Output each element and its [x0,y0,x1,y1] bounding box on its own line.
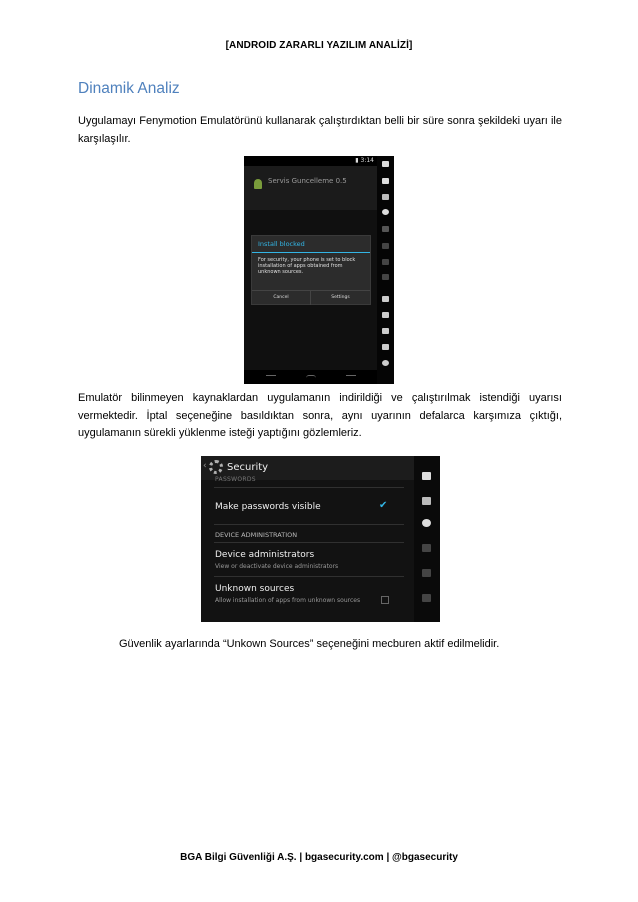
divider [214,576,404,577]
status-time: 3:14 [360,157,374,164]
dialog-title: Install blocked [258,240,305,248]
dpad-icon[interactable] [422,569,431,577]
home-icon[interactable] [306,375,316,381]
unknown-sources-checkbox[interactable] [381,596,389,604]
unknown-sources-label[interactable]: Unknown sources [215,584,295,594]
app-title: Servis Guncelleme 0.5 [268,177,347,185]
camera-icon[interactable] [422,519,431,527]
device-administrators-label[interactable]: Device administrators [215,550,315,560]
divider [214,524,404,525]
battery-icon[interactable] [422,472,431,480]
section-heading: Dinamik Analiz [78,80,180,97]
menu-icon[interactable] [382,328,389,334]
back-icon[interactable] [266,375,276,381]
back-chevron-icon[interactable]: ‹ [203,461,207,471]
section-header-device-admin: DEVICE ADMINISTRATION [215,531,298,539]
back-icon[interactable] [382,296,389,302]
remote-control-icon[interactable] [422,544,431,552]
screenshot-install-blocked [244,156,394,384]
screen-title: Security [227,462,269,473]
id-icon[interactable] [382,259,389,265]
paragraph-observation: Emulatör bilinmeyen kaynaklardan uygulamanın indirildiği ve çalıştırılmak istendiği uyarısı vermektedir. İptal seçeneğine basıldıktan sonra, aynı uyarının defalarca karşımıza çıktığı, uygulamanın sürekli yüklenme isteği yaptığını gözlemleriz. [78,392,562,439]
settings-button[interactable]: Settings [331,295,350,300]
page-header: [ANDROID ZARARLI YAZILIM ANALİZİ] [225,40,413,51]
recents-icon[interactable] [346,375,356,381]
battery-icon[interactable] [382,178,389,184]
id-icon[interactable] [422,594,431,602]
dialog-divider [252,252,370,253]
emulator-sidebar [377,156,394,384]
divider [214,542,404,543]
gps-icon[interactable] [422,497,431,505]
page-footer: BGA Bilgi Güvenliği A.Ş. | bgasecurity.com | @bgasecurity [180,852,458,863]
make-passwords-visible-checkbox[interactable]: ✔ [379,500,388,511]
figure-caption: Güvenlik ayarlarında “Unkown Sources” seçeneğini mecburen aktif edilmelidir. [119,638,500,650]
dpad-icon[interactable] [382,243,389,249]
recents-icon[interactable] [382,312,389,318]
divider [214,487,404,488]
rss-icon[interactable] [382,274,389,280]
dialog-message: For security, your phone is set to block installation of apps obtained from unknown sources. [258,257,356,276]
device-administrators-summary: View or deactivate device administrators [215,563,339,570]
paragraph-intro: Uygulamayı Fenymotion Emulatörünü kullanarak çalıştırdıktan belli bir süre sonra şekildeki uyarı ile karşılaşılır. [78,115,562,145]
emulator-sidebar [414,456,440,622]
power-icon[interactable] [382,360,389,366]
screenshot-security-settings [201,456,440,622]
power-icon[interactable] [382,161,389,167]
camera-icon[interactable] [382,209,389,215]
cancel-button[interactable]: Cancel [252,291,311,305]
app-header [244,166,377,210]
section-header-passwords: PASSWORDS [215,476,256,483]
unknown-sources-summary: Allow installation of apps from unknown sources [215,597,361,604]
remote-control-icon[interactable] [382,226,389,232]
nav-bar [244,370,377,384]
battery-icon: ▮ [355,157,361,164]
settings-screen [201,456,414,622]
gps-icon[interactable] [382,194,389,200]
make-passwords-visible-label[interactable]: Make passwords visible [215,502,321,512]
install-blocked-dialog [251,235,371,305]
home-icon[interactable] [382,344,389,350]
android-icon [254,179,262,189]
status-bar [244,156,377,166]
gear-icon [209,460,223,474]
dialog-buttons [252,290,370,304]
